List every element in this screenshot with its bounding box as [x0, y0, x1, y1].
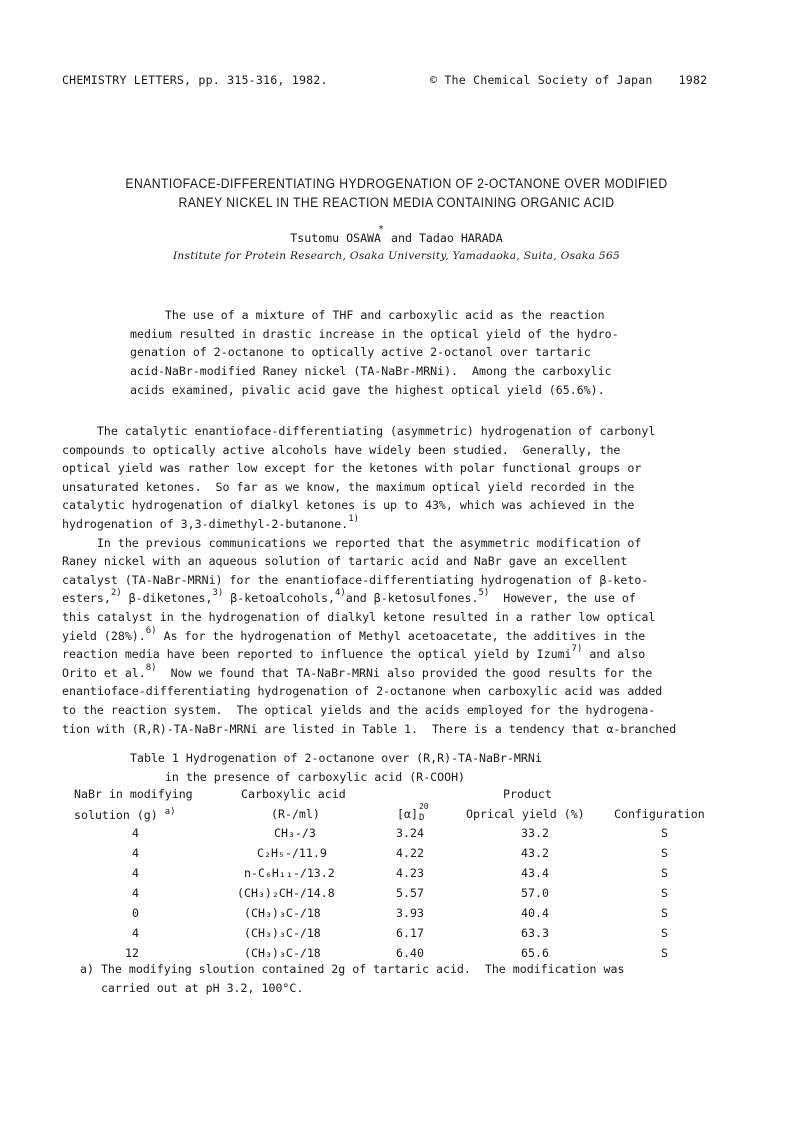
- abstract-line: genation of 2-octanone to optically active 2-octanol over tartaric: [130, 345, 591, 360]
- body-line: this catalyst in the hydrogenation of dialkyl ketone resulted in a rather low optical: [62, 609, 656, 624]
- body-line: to the reaction system. The optical yields and the acids employed for the hydrogena-: [62, 702, 656, 717]
- reference-3: 3): [212, 588, 224, 599]
- paper-title: [56, 175, 738, 212]
- table-caption-line-2: in the presence of carboxylic acid (R-COOH): [130, 770, 466, 784]
- header-acid-line-1: Carboxylic acid: [241, 787, 346, 801]
- header-nabr-line-2: [74, 807, 176, 822]
- temperature-sup: 20: [418, 802, 429, 811]
- cell-nabr: 0: [132, 906, 139, 920]
- cell-rotation: 3.24: [396, 826, 424, 840]
- header-acid-line-2: (R-/ml): [271, 807, 320, 821]
- cell-config: S: [661, 886, 668, 900]
- cell-nabr: 4: [132, 866, 139, 880]
- cell-acid: (CH₃)₃C-/18: [244, 906, 321, 920]
- table-caption: [130, 749, 542, 787]
- body-text-run: β-diketones,: [121, 591, 213, 606]
- header-product: Product: [503, 787, 552, 801]
- cell-rotation: 4.23: [396, 866, 424, 880]
- reference-5: 5): [478, 588, 490, 599]
- header-optical-yield: Oprical yield (%): [466, 807, 585, 821]
- cell-yield: 40.4: [521, 906, 549, 920]
- body-text-run: However, the use of: [489, 591, 636, 606]
- table-caption-line-1: Table 1 Hydrogenation of 2-octanone over (R,R)-TA-NaBr-MRNi: [130, 751, 542, 765]
- cell-rotation: 5.57: [396, 886, 424, 900]
- cell-config: S: [661, 946, 668, 960]
- body-line: In the previous communications we reported that the asymmetric modification of: [62, 535, 642, 550]
- body-text-run: yield (28%).: [62, 628, 146, 643]
- cell-acid: (CH₃)₃C-/18: [244, 946, 321, 960]
- body-text-run: and β-ketosulfones.: [345, 591, 479, 606]
- cell-rotation: 3.93: [396, 906, 424, 920]
- cell-rotation: 6.40: [396, 946, 424, 960]
- body-line: Raney nickel with an aqueous solution of tartaric acid and NaBr gave an excellent: [62, 554, 628, 569]
- body-line: optical yield was rather low except for the ketones with polar functional groups or: [62, 461, 642, 476]
- body-line: [62, 664, 734, 683]
- body-line: [62, 515, 734, 534]
- affiliation: Institute for Protein Research, Osaka University, Yamadaoka, Suita, Osaka 565: [172, 250, 621, 262]
- header-rotation-symbol: [α]: [397, 807, 418, 821]
- body-line: tion with (R,R)-TA-NaBr-MRNi are listed in Table 1. There is a tendency that α-branched: [62, 721, 677, 736]
- cell-nabr: 4: [132, 846, 139, 860]
- copyright-notice: [430, 73, 707, 87]
- body-line: [62, 645, 734, 664]
- footnote-line-2: carried out at pH 3.2, 100°C.: [80, 981, 304, 995]
- cell-acid: n-C₆H₁₁-/13.2: [244, 866, 335, 880]
- cell-config: S: [661, 866, 668, 880]
- author-2: and Tadao HARADA: [391, 231, 503, 245]
- cell-yield: 43.4: [521, 866, 549, 880]
- cell-acid: C₂H₅-/11.9: [257, 846, 327, 860]
- reference-2: 2): [110, 588, 122, 599]
- cell-rotation: 6.17: [396, 926, 424, 940]
- footnote-line-1: a) The modifying sloution contained 2g of tartaric acid. The modification was: [80, 962, 625, 976]
- header-nabr-text: solution (g): [74, 807, 158, 822]
- body-text-run: β-ketoalcohols,: [223, 591, 335, 606]
- body-line: catalytic hydrogenation of dialkyl ketones is up to 43%, which was achieved in the: [62, 498, 635, 513]
- header-rotation: [397, 802, 430, 823]
- cell-nabr: 4: [132, 886, 139, 900]
- abstract-line: acids examined, pivalic acid gave the highest optical yield (65.6%).: [130, 382, 605, 397]
- header-year: 1982: [678, 73, 708, 87]
- reference-4: 4): [335, 588, 346, 599]
- body-text-run: esters,: [62, 591, 111, 606]
- corresponding-author-mark: *: [378, 224, 385, 235]
- cell-yield: 65.6: [521, 946, 549, 960]
- reference-7: 7): [571, 644, 583, 655]
- cell-yield: 63.3: [521, 926, 549, 940]
- reference-1: 1): [348, 514, 360, 525]
- abstract-line: acid-NaBr-modified Raney nickel (TA-NaBr-MRNi). Among the carboxylic: [130, 364, 612, 379]
- title-line-1: ENANTIOFACE-DIFFERENTIATING HYDROGENATION OF 2-OCTANONE OVER MODIFIED: [125, 176, 668, 192]
- cell-config: S: [661, 826, 668, 840]
- body-line: catalyst (TA-NaBr-MRNi) for the enantioface-differentiating hydrogenation of β-keto-: [62, 572, 649, 587]
- cell-rotation: 4.22: [396, 846, 424, 860]
- cell-yield: 43.2: [521, 846, 549, 860]
- cell-nabr: 4: [132, 926, 139, 940]
- header-nabr-line-1: NaBr in modifying: [74, 787, 193, 801]
- body-text-run: reaction media have been reported to influence the optical yield by Izumi: [62, 647, 572, 662]
- body-line: [62, 627, 734, 646]
- rotation-indices: [418, 802, 430, 823]
- abstract-line: medium resulted in drastic increase in the optical yield of the hydro-: [130, 326, 619, 341]
- body-text-run: Orito et al.: [62, 665, 146, 680]
- header-configuration: Configuration: [614, 807, 705, 821]
- table-footnote: [80, 960, 624, 998]
- abstract: [130, 306, 670, 400]
- cell-nabr: 12: [125, 946, 139, 960]
- body-text-run: As for the hydrogenation of Methyl acetoacetate, the additives in the: [156, 628, 646, 643]
- title-line-2: RANEY NICKEL IN THE REACTION MEDIA CONTAINING ORGANIC ACID: [178, 194, 615, 211]
- footnote-mark: a): [164, 807, 176, 817]
- cell-config: S: [661, 906, 668, 920]
- reference-8: 8): [145, 662, 157, 673]
- copyright-text: © The Chemical Society of Japan: [430, 73, 653, 87]
- body-text-run: hydrogenation of 3,3-dimethyl-2-butanone.: [62, 516, 349, 531]
- author-1: Tsutomu OSAWA: [290, 231, 382, 245]
- cell-config: S: [661, 926, 668, 940]
- body-line: [62, 589, 734, 608]
- body-line: compounds to optically active alcohols have widely been studied. Generally, the: [62, 442, 621, 457]
- cell-nabr: 4: [132, 826, 139, 840]
- cell-acid: CH₃-/3: [274, 826, 316, 840]
- cell-config: S: [661, 846, 668, 860]
- d-line-sub: D: [418, 813, 425, 823]
- cell-yield: 57.0: [521, 886, 549, 900]
- cell-yield: 33.2: [521, 826, 549, 840]
- reference-6: 6): [145, 625, 157, 636]
- body-line: The catalytic enantioface-differentiating (asymmetric) hydrogenation of carbonyl: [62, 424, 656, 438]
- body-line: enantioface-differentiating hydrogenation of 2-octanone when carboxylic acid was added: [62, 684, 663, 699]
- abstract-line: The use of a mixture of THF and carboxylic acid as the reaction: [130, 308, 605, 322]
- body-text-run: and also: [582, 647, 646, 662]
- cell-acid: (CH₃)₂CH-/14.8: [237, 886, 335, 900]
- cell-acid: (CH₃)₃C-/18: [244, 926, 321, 940]
- body-text-run: Now we found that TA-NaBr-MRNi also provided the good results for the: [156, 665, 653, 680]
- body-line: unsaturated ketones. So far as we know, the maximum optical yield recorded in the: [62, 479, 635, 494]
- author-line: [0, 224, 793, 245]
- journal-citation: CHEMISTRY LETTERS, pp. 315-316, 1982.: [62, 73, 328, 87]
- body-text: [62, 422, 734, 738]
